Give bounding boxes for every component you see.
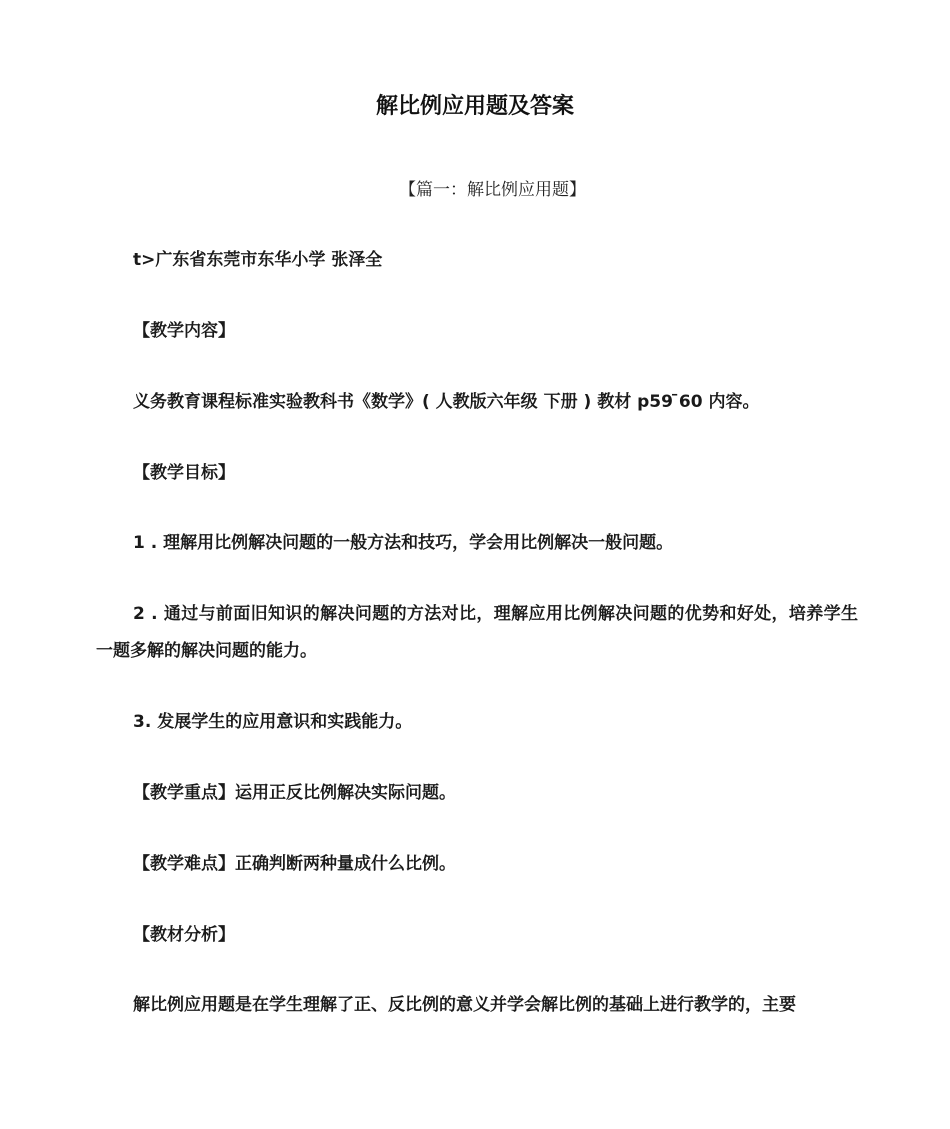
textbook-analysis-heading: 【教材分析】 — [133, 925, 235, 945]
author-line: t>广东省东莞市东华小学 张泽全 — [133, 250, 383, 270]
teaching-content-heading: 【教学内容】 — [133, 321, 235, 341]
teaching-goals-heading: 【教学目标】 — [133, 463, 235, 483]
goal-item-1: 1 . 理解用比例解决问题的一般方法和技巧，学会用比例解决一般问题。 — [133, 533, 674, 553]
teaching-key-point: 【教学重点】运用正反比例解决实际问题。 — [133, 783, 456, 803]
teaching-difficult-point: 【教学难点】正确判断两种量成什么比例。 — [133, 854, 456, 874]
teaching-content-text: 义务教育课程标准实验教科书《数学》( 人教版六年级 下册 ) 教材 p59 ̄60 内容。 — [133, 392, 760, 412]
document-title: 解比例应用题及答案 — [375, 94, 574, 119]
textbook-analysis-text: 解比例应用题是在学生理解了正、反比例的意义并学会解比例的基础上进行教学的，主要 — [133, 995, 796, 1015]
goal-item-2: 2 . 通过与前面旧知识的解决问题的方法对比，理解应用比例解决问题的优势和好处，培养学生一题多解的解决问题的能力。 — [96, 604, 858, 661]
section-subtitle: 【篇一：解比例应用题】 — [399, 180, 586, 200]
goal-item-3: 3. 发展学生的应用意识和实践能力。 — [133, 712, 413, 732]
